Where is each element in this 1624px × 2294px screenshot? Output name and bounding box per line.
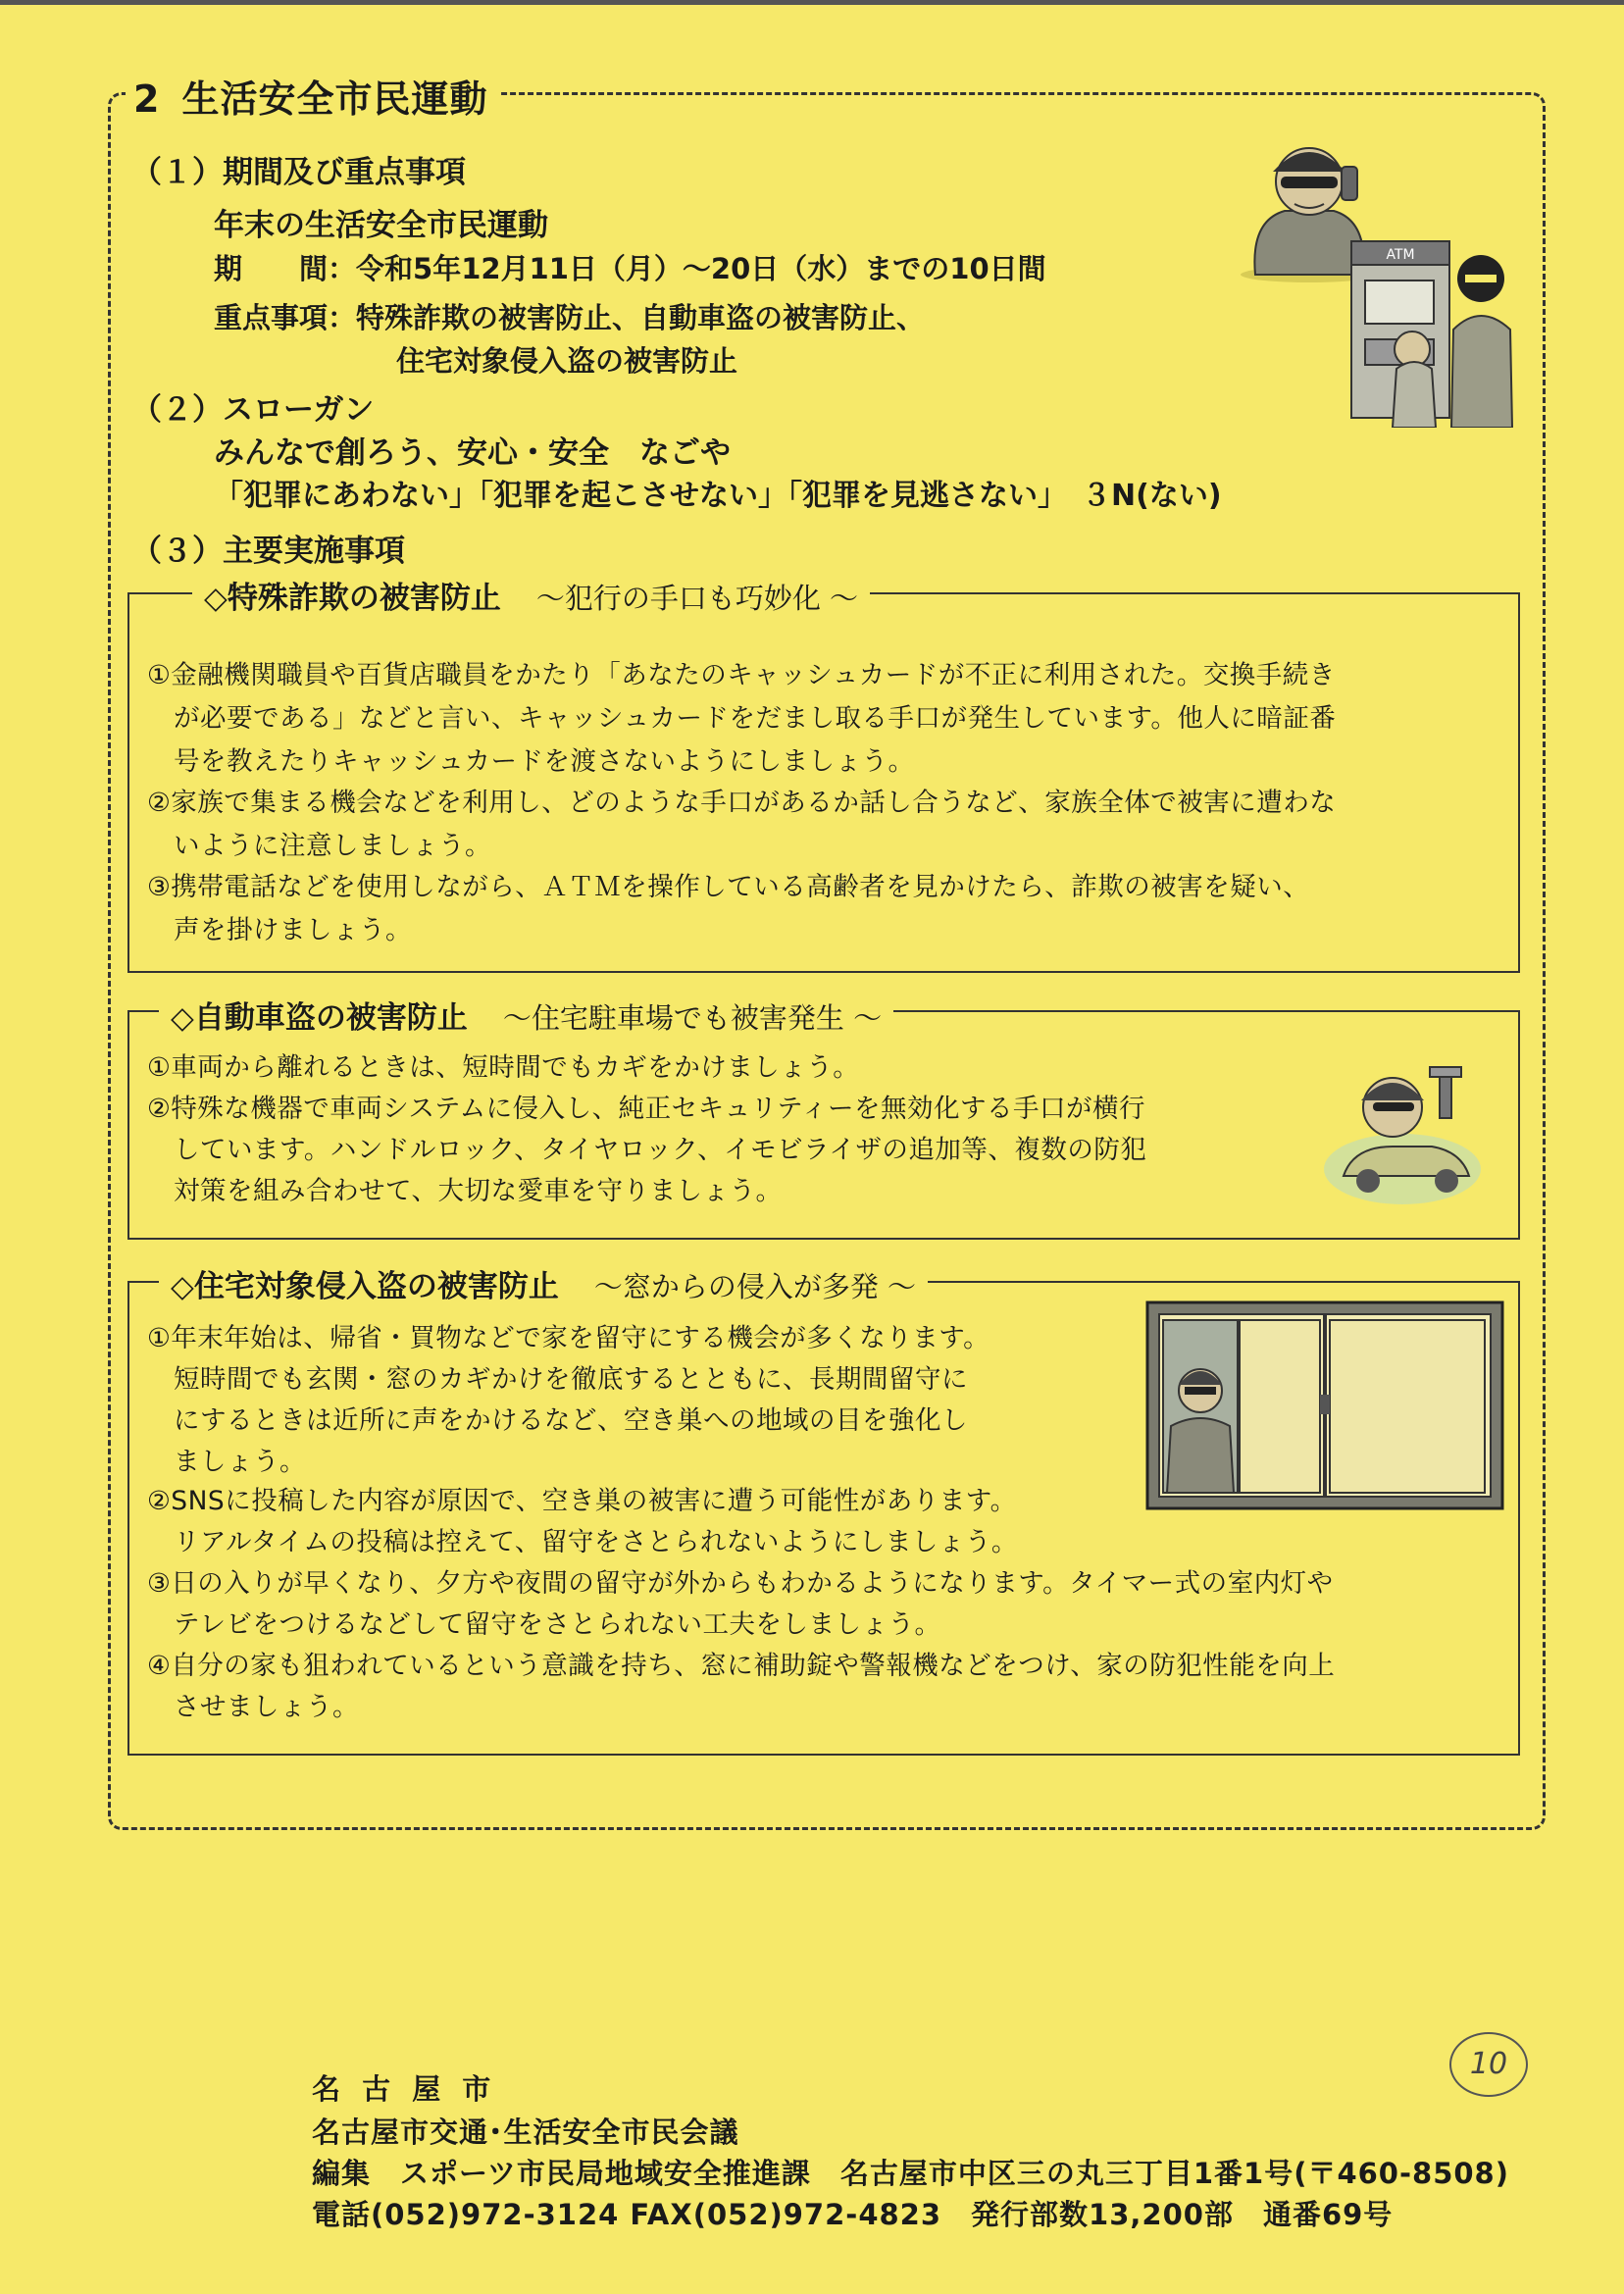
page-number: 10 (1449, 2032, 1528, 2097)
burglary-line: させましょう。 (147, 1692, 359, 1722)
campaign-name: 年末の生活安全市民運動 (214, 208, 548, 243)
car-theft-subtitle: ～住宅駐車場でも被害発生 ～ (502, 1001, 883, 1035)
burglary-line: ましょう。 (147, 1447, 306, 1477)
burglary-box-title (159, 1261, 928, 1305)
car-theft-line: ①車両から離れるときは、短時間でもカギをかけましょう。 (147, 1052, 860, 1083)
window-burglar-illustration (1145, 1300, 1504, 1510)
measures-heading: （３）主要実施事項 (131, 534, 405, 569)
focus-line1: 特殊詐欺の被害防止、自動車盗の被害防止、 (356, 301, 926, 334)
period-value: 令和5年12月11日（月）～20日（水）までの10日間 (356, 252, 1046, 285)
fraud-subtitle: ～犯行の手口も巧妙化 ～ (535, 582, 859, 615)
section-title-text: 生活安全市民運動 (181, 77, 488, 121)
fraud-box-title (192, 573, 870, 617)
burglary-line: ④自分の家も狙われているという意識を持ち、窓に補助錠や警報機などをつけ、家の防犯性能を向上 (147, 1651, 1336, 1681)
period-row (214, 247, 1046, 287)
footer-editor: 編集 スポーツ市民局地域安全推進課 名古屋市中区三の丸三丁目1番1号(〒460-8508) (312, 2157, 1509, 2190)
section-title (126, 69, 501, 123)
car-theft-title: ◇自動車盗の被害防止 (171, 1000, 468, 1036)
period-label: 期 間： (214, 252, 357, 285)
burglary-line: ②SNSに投稿した内容が原因で、空き巣の被害に遭う可能性があります。 (147, 1486, 1017, 1516)
atm-label: ATM (1386, 247, 1415, 263)
burglary-line: リアルタイムの投稿は控えて、留守をさとられないようにしましょう。 (147, 1527, 1018, 1557)
fraud-line: いように注意しましょう。 (147, 831, 491, 861)
top-border-line (0, 0, 1624, 5)
fraud-line: ②家族で集まる機会などを利用し、どのような手口があるか話し合うなど、家族全体で被害に遭わな (147, 788, 1337, 818)
car-theft-box-title (159, 993, 893, 1037)
period-heading: （１）期間及び重点事項 (131, 155, 466, 190)
focus-line2: 住宅対象侵入盗の被害防止 (396, 344, 738, 378)
burglary-line: にするときは近所に声をかけるなど、空き巣への地域の目を強化し (147, 1405, 968, 1436)
focus-label: 重点事項： (214, 301, 357, 334)
car-theft-line: しています。ハンドルロック、タイヤロック、イモビライザの追加等、複数の防犯 (147, 1135, 1147, 1165)
slogan-line1: みんなで創ろう、安心・安全 なごや (214, 435, 731, 471)
fraud-title: ◇特殊詐欺の被害防止 (204, 581, 501, 616)
fraud-line: ③携帯電話などを使用しながら、ＡＴＭを操作している高齢者を見かけたら、詐欺の被害を疑い、 (147, 872, 1310, 902)
burglary-subtitle: ～窓からの侵入が多発 ～ (593, 1270, 917, 1303)
burglary-line: ①年末年始は、帰省・買物などで家を留守にする機会が多くなります。 (147, 1323, 990, 1353)
slogan-line2: 「犯罪にあわない」「犯罪を起こさせない」「犯罪を見逃さない」 ３N(ない) (214, 479, 1222, 513)
footer-contact: 電話(052)972-3124 FAX(052)972-4823 発行部数13,200部 通番69号 (312, 2198, 1394, 2231)
burglary-line: ③日の入りが早くなり、夕方や夜間の留守が外からもわかるようになります。タイマー式の室内灯や (147, 1568, 1334, 1599)
burglary-line: テレビをつけるなどして留守をさとられない工夫をしましょう。 (147, 1609, 941, 1640)
fraud-line: が必要である」などと言い、キャッシュカードをだまし取る手口が発生しています。他人に暗証番 (147, 703, 1337, 734)
burglary-title: ◇住宅対象侵入盗の被害防止 (171, 1269, 559, 1304)
car-theft-line: 対策を組み合わせて、大切な愛車を守りましょう。 (147, 1176, 783, 1206)
fraud-line: 声を掛けましょう。 (147, 915, 412, 945)
slogan-heading: （２）スローガン (131, 392, 375, 428)
atm-scene-illustration (1344, 231, 1530, 428)
car-thief-illustration (1314, 1053, 1491, 1210)
focus-row (214, 296, 925, 336)
fraud-line: 号を教えたりキャッシュカードを渡さないようにしましょう。 (147, 746, 915, 777)
car-theft-line: ②特殊な機器で車両システムに侵入し、純正セキュリティーを無効化する手口が横行 (147, 1094, 1145, 1124)
fraud-line: ①金融機関職員や百貨店職員をかたり「あなたのキャッシュカードが不正に利用された。交換手続き (147, 660, 1336, 690)
section-number: 2 (133, 77, 161, 121)
footer-council: 名古屋市交通･生活安全市民会議 (312, 2116, 739, 2149)
footer-city: 名 古 屋 市 (312, 2072, 497, 2106)
burglary-line: 短時間でも玄関・窓のカギかけを徹底するとともに、長期間留守に (147, 1364, 968, 1395)
